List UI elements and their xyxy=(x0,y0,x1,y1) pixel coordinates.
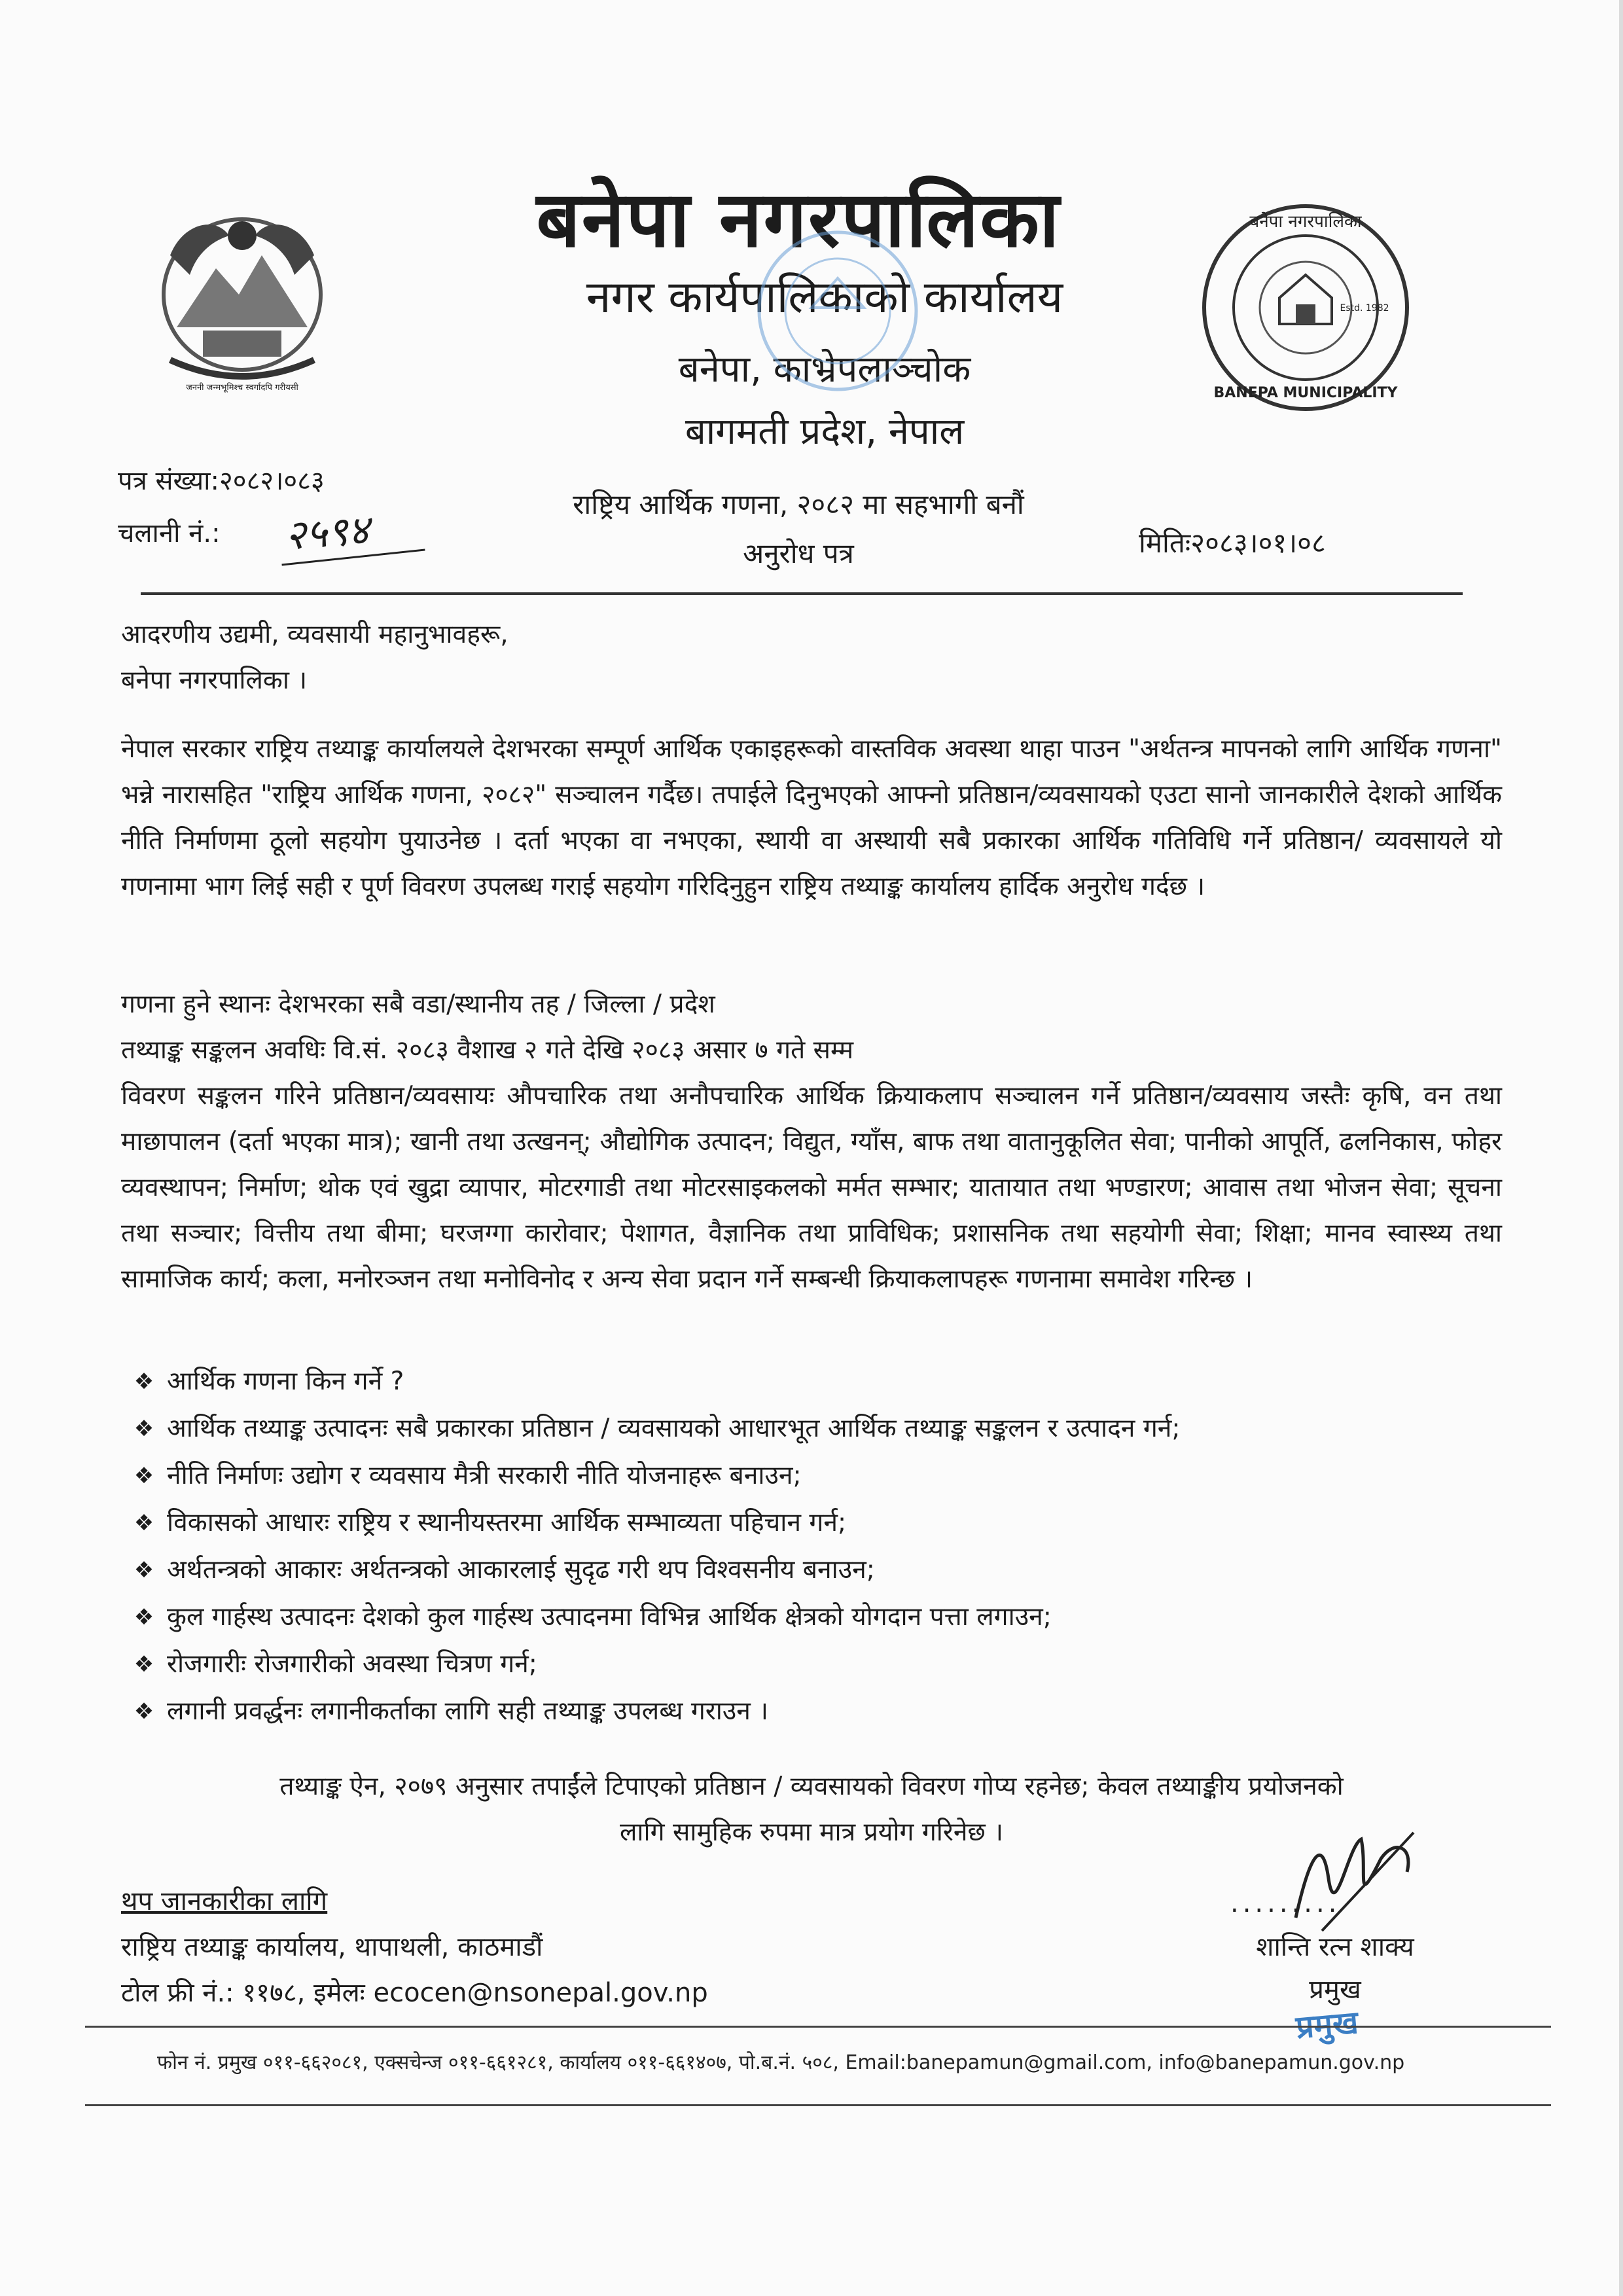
office-province: बागमती प्रदेश, नेपाल xyxy=(685,410,965,453)
more-info-heading: थप जानकारीका लागि xyxy=(121,1886,328,1916)
list-item xyxy=(121,1499,1502,1547)
list-item xyxy=(121,1547,1502,1594)
intro-text: नेपाल सरकार राष्ट्रिय तथ्याङ्क कार्यालयले देशभरका सम्पूर्ण आर्थिक एकाइहरूको वास्तविक अवस्था थाहा पाउन "अर्थतन्त्र मापनको लागि आर्थिक गणना" भन्ने नारासहित "राष्ट्रिय आर्थिक गणना, २०८२" सञ्चालन गर्दैछ। तपाईले दिनुभएको आफ्नो प्रतिष्ठान/व्यवसायको एउटा सानो जानकारीले देशको आर्थिक नीति निर्माणमा ठूलो सहयोग पुयाउनेछ । दर्ता भएका वा नभएका, स्थायी वा अस्थायी सबै प्रकारका आर्थिक गतिविधि गर्ने प्रतिष्ठान/ व्यवसायले यो गणनामा भाग लिई सही र पूर्ण विवरण उपलब्ध गराई सहयोग गरिदिनुहुन राष्ट्रिय तथ्याङ्क कार्यालय हार्दिक अनुरोध गर्दछ । xyxy=(121,734,1502,901)
chalani-number: २५९४ xyxy=(283,505,371,560)
list-item-text: आर्थिक गणना किन गर्ने ? xyxy=(167,1367,404,1396)
list-item-text: अर्थतन्त्रको आकारः अर्थतन्त्रको आकारलाई सुदृढ गरी थप विश्वसनीय बनाउन; xyxy=(167,1555,875,1585)
seal-year: Estd. 1982 xyxy=(1340,303,1389,314)
letter-date: मितिः२०८३।०१।०८ xyxy=(1139,527,1326,559)
reference-number: पत्र संख्या:२०८२।०८३ xyxy=(118,466,325,496)
more-info xyxy=(121,1878,708,2016)
signature-dots: ......... xyxy=(1230,1888,1341,1918)
list-item-text: रोजगारीः रोजगारीको अवस्था चित्रण गर्न; xyxy=(167,1649,537,1679)
list-item xyxy=(121,1452,1502,1499)
nepal-emblem-icon xyxy=(131,196,353,406)
diamond-bullet-icon: ❖ xyxy=(134,1698,154,1725)
municipality-seal-icon xyxy=(1198,200,1414,416)
census-details xyxy=(121,982,1502,1302)
seal-text-top: बनेपा नगरपालिका xyxy=(1249,212,1362,232)
diamond-bullet-icon: ❖ xyxy=(134,1463,154,1489)
diamond-bullet-icon: ❖ xyxy=(134,1369,154,1395)
intro-paragraph xyxy=(121,726,1502,910)
list-item xyxy=(121,1405,1502,1452)
header-divider xyxy=(141,592,1463,595)
diamond-bullet-icon: ❖ xyxy=(134,1557,154,1583)
office-name: नगर कार्यपालिकाको कार्यालय xyxy=(586,272,1063,323)
diamond-bullet-icon: ❖ xyxy=(134,1604,154,1630)
chalani-label: चलानी नं.: xyxy=(118,518,221,548)
salutation-line: बनेपा नगरपालिका । xyxy=(121,666,308,695)
signatory-name: शान्ति रत्न शाक्य xyxy=(1256,1932,1414,1962)
faded-office-stamp-icon xyxy=(740,216,936,406)
list-item xyxy=(121,1641,1502,1688)
subject-type: अनुरोध पत्र xyxy=(743,537,854,569)
municipality-title: बनेपा नगरपालिका xyxy=(536,174,1061,264)
list-item-text: नीति निर्माणः उद्योग र व्यवसाय मैत्री सरकारी नीति योजनाहरू बनाउन; xyxy=(167,1461,802,1490)
census-scope: विवरण सङ्कलन गरिने प्रतिष्ठान/व्यवसायः औपचारिक तथा अनौपचारिक आर्थिक क्रियाकलाप सञ्चालन गर्ने प्रतिष्ठान/व्यवसाय जस्तैः कृषि, वन तथा माछापालन (दर्ता भएका मात्र); खानी तथा उत्खनन्; औद्योगिक उत्पादन; विद्युत, ग्याँस, बाफ तथा वातानुकूलित सेवा; पानीको आपूर्ति, ढलनिकास, फोहर व्यवस्थापन; निर्माण; थोक एवं खुद्रा व्यापार, मोटरगाडी तथा मोटरसाइकलको मर्मत सम्भार; यातायात तथा भण्डारण; आवास तथा भोजन सेवा; सूचना तथा सञ्चार; वित्तीय तथा बीमा; घरजग्गा कारोवार; पेशागत, वैज्ञानिक तथा प्राविधिक; प्रशासनिक तथा सहयोगी सेवा; शिक्षा; मानव स्वास्थ्य तथा सामाजिक कार्य; कला, मनोरञ्जन तथा मनोविनोद र अन्य सेवा प्रदान गर्ने सम्बन्धी क्रियाकलापहरू गणनामा समावेश गरिन्छ । xyxy=(121,1081,1502,1294)
diamond-bullet-icon: ❖ xyxy=(134,1416,154,1442)
chief-stamp: प्रमुख xyxy=(1294,2003,1360,2047)
salutation xyxy=(121,612,1502,704)
footer-divider-bottom xyxy=(85,2104,1551,2106)
more-info-contact: टोल फ्री नं.: ११७८, इमेलः ecocen@nsonepal.gov.np xyxy=(121,1978,708,2008)
list-item-text: कुल गार्हस्थ उत्पादनः देशको कुल गार्हस्थ उत्पादनमा विभिन्न आर्थिक क्षेत्रको योगदान पत्ता लगाउन; xyxy=(167,1602,1052,1632)
diamond-bullet-icon: ❖ xyxy=(134,1510,154,1536)
list-item-text: लगानी प्रवर्द्धनः लगानीकर्ताका लागि सही तथ्याङ्क उपलब्ध गराउन । xyxy=(167,1696,769,1726)
list-item xyxy=(121,1688,1502,1735)
note-line: तथ्याङ्क ऐन, २०७९ अनुसार तपाईंले टिपाएको प्रतिष्ठान / व्यवसायको विवरण गोप्य रहनेछ; केवल तथ्याङ्कीय प्रयोजनको xyxy=(279,1772,1344,1801)
list-item-text: विकासको आधारः राष्ट्रिय र स्थानीयस्तरमा आर्थिक सम्भाव्यता पहिचान गर्न; xyxy=(167,1508,847,1537)
diamond-bullet-icon: ❖ xyxy=(134,1651,154,1677)
census-place: गणना हुने स्थानः देशभरका सबै वडा/स्थानीय तह / जिल्ला / प्रदेश xyxy=(121,990,715,1019)
seal-text-bottom: BANEPA MUNICIPALITY xyxy=(1213,385,1398,401)
footer-divider-top xyxy=(85,2026,1551,2028)
salutation-line: आदरणीय उद्यमी, व्यवसायी महानुभावहरू, xyxy=(121,620,508,649)
emblem-caption: जननी जन्मभूमिश्च स्वर्गादपि गरीयसी xyxy=(186,383,298,393)
list-item-text: आर्थिक तथ्याङ्क उत्पादनः सबै प्रकारका प्रतिष्ठान / व्यवसायको आधारभूत आर्थिक तथ्याङ्क सङ्कलन र उत्पादन गर्न; xyxy=(167,1414,1181,1443)
signatory-title: प्रमुख xyxy=(1309,1975,1361,2005)
signature-scrawl-icon xyxy=(1283,1820,1427,1944)
note-line: लागि सामुहिक रुपमा मात्र प्रयोग गरिनेछ । xyxy=(619,1818,1004,1847)
list-item xyxy=(121,1358,1502,1405)
footer-contact: फोन नं. प्रमुख ०११-६६२०८१, एक्सचेन्ज ०११-६६१२८१, कार्यालय ०११-६६१४०७, पो.ब.नं. ५०८, Email:banepamun@gmail.com, info@banepamun.gov.np xyxy=(157,2051,1405,2074)
bullet-list xyxy=(121,1358,1502,1735)
subject-line: राष्ट्रिय आर्थिक गणना, २०८२ मा सहभागी बनौं xyxy=(573,488,1024,520)
list-item xyxy=(121,1594,1502,1641)
more-info-office: राष्ट्रिय तथ्याङ्क कार्यालय, थापाथली, काठमाडौं xyxy=(121,1932,543,1962)
office-location: बनेपा, काभ्रेपलाञ्चोक xyxy=(678,348,971,391)
census-period: तथ्याङ्क सङ्कलन अवधिः वि.सं. २०८३ वैशाख २ गते देखि २०८३ असार ७ गते सम्म xyxy=(121,1035,854,1065)
